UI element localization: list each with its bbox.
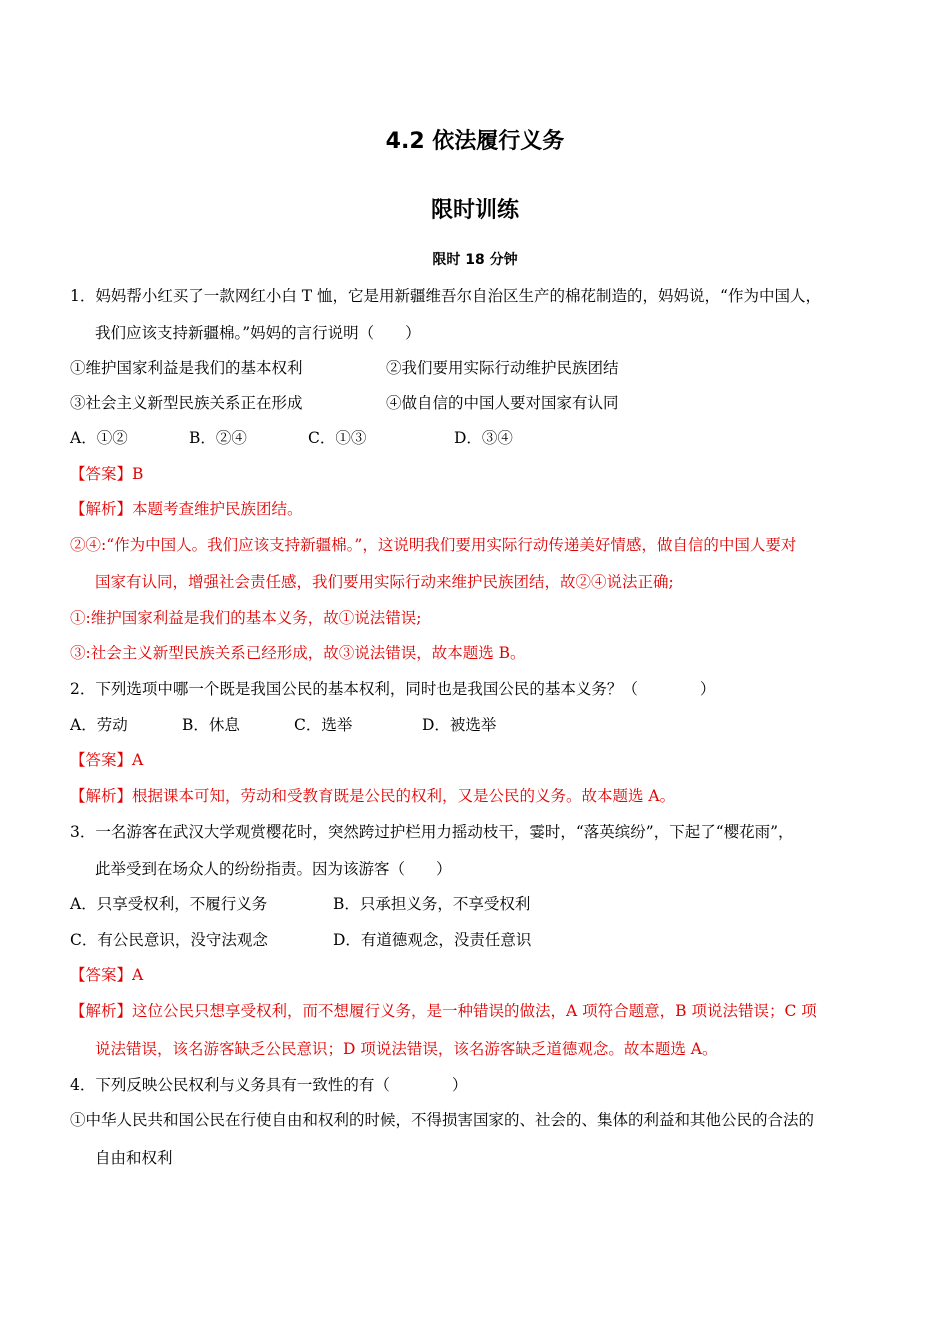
q2-answer: 【答案】A [70, 751, 144, 769]
q1-stem-line2: 我们应该支持新疆棉。”妈妈的言行说明（ ） [95, 324, 421, 342]
q1-choice-a: A．①② [70, 429, 128, 447]
q2-choice-b: B．休息 [182, 716, 240, 734]
q2-choice-c: C．选举 [294, 716, 353, 734]
q3-stem-line2: 此举受到在场众人的纷纷指责。因为该游客（ ） [95, 860, 452, 878]
q1-stem-line1: 1．妈妈帮小红买了一款网红小白 T 恤，它是用新疆维吾尔自治区生产的棉花制造的，妈妈说，“作为中国人， [70, 287, 821, 305]
q1-analysis-line4: ①:维护国家利益是我们的基本义务，故①说法错误; [70, 609, 422, 627]
q2-stem: 2．下列选项中哪一个既是我国公民的基本权利，同时也是我国公民的基本义务？（ ） [70, 680, 716, 698]
q3-analysis-line2: 说法错误，该名游客缺乏公民意识；D 项说法错误，该名游客缺乏道德观念。故本题选 A。 [95, 1040, 718, 1058]
q1-choice-c: C．①③ [308, 429, 367, 447]
q1-option-3: ③社会主义新型民族关系正在形成 [70, 394, 303, 412]
q1-choice-b: B．②④ [189, 429, 247, 447]
q3-choice-b: B．只承担义务，不享受权利 [333, 895, 531, 913]
q3-stem-line1: 3．一名游客在武汉大学观赏樱花时，突然跨过护栏用力摇动枝干，霎时，“落英缤纷”，下起了“樱花雨”， [70, 823, 794, 841]
q4-option-1-line1: ①中华人民共和国公民在行使自由和权利的时候，不得损害国家的、社会的、集体的利益和其他公民的合法的 [70, 1111, 815, 1129]
q1-choice-d: D．③④ [454, 429, 513, 447]
q3-choice-c: C．有公民意识，没守法观念 [70, 931, 268, 949]
q4-option-1-line2: 自由和权利 [95, 1149, 173, 1167]
time-limit: 限时 18 分钟 [432, 252, 518, 268]
q3-choice-a: A．只享受权利，不履行义务 [70, 895, 268, 913]
q2-choice-a: A．劳动 [70, 716, 128, 734]
q1-analysis-line1: 【解析】本题考查维护民族团结。 [70, 500, 303, 518]
q4-stem: 4．下列反映公民权利与义务具有一致性的有（ ） [70, 1076, 468, 1094]
q2-choice-d: D．被选举 [422, 716, 497, 734]
q1-answer: 【答案】B [70, 465, 144, 483]
page-subtitle: 限时训练 [430, 198, 519, 223]
q3-answer: 【答案】A [70, 966, 144, 984]
q1-option-2: ②我们要用实际行动维护民族团结 [386, 359, 619, 377]
q1-analysis-line5: ③:社会主义新型民族关系已经形成，故③说法错误，故本题选 B。 [70, 644, 526, 662]
q2-analysis: 【解析】根据课本可知，劳动和受教育既是公民的权利，又是公民的义务。故本题选 A。 [70, 787, 676, 805]
q3-analysis-line1: 【解析】这位公民只想享受权利，而不想履行义务，是一种错误的做法，A 项符合题意，B 项说法错误；C 项 [70, 1002, 817, 1020]
page-title: 4.2 依法履行义务 [385, 129, 565, 154]
q3-choice-d: D．有道德观念，没责任意识 [333, 931, 532, 949]
q1-analysis-line2: ②④:“作为中国人。我们应该支持新疆棉。”，这说明我们要用实际行动传递美好情感，做自信的中国人要对 [70, 536, 797, 554]
q1-analysis-line3: 国家有认同，增强社会责任感，我们要用实际行动来维护民族团结，故②④说法正确; [95, 573, 674, 591]
q1-option-4: ④做自信的中国人要对国家有认同 [386, 394, 619, 412]
q1-option-1: ①维护国家利益是我们的基本权利 [70, 359, 303, 377]
